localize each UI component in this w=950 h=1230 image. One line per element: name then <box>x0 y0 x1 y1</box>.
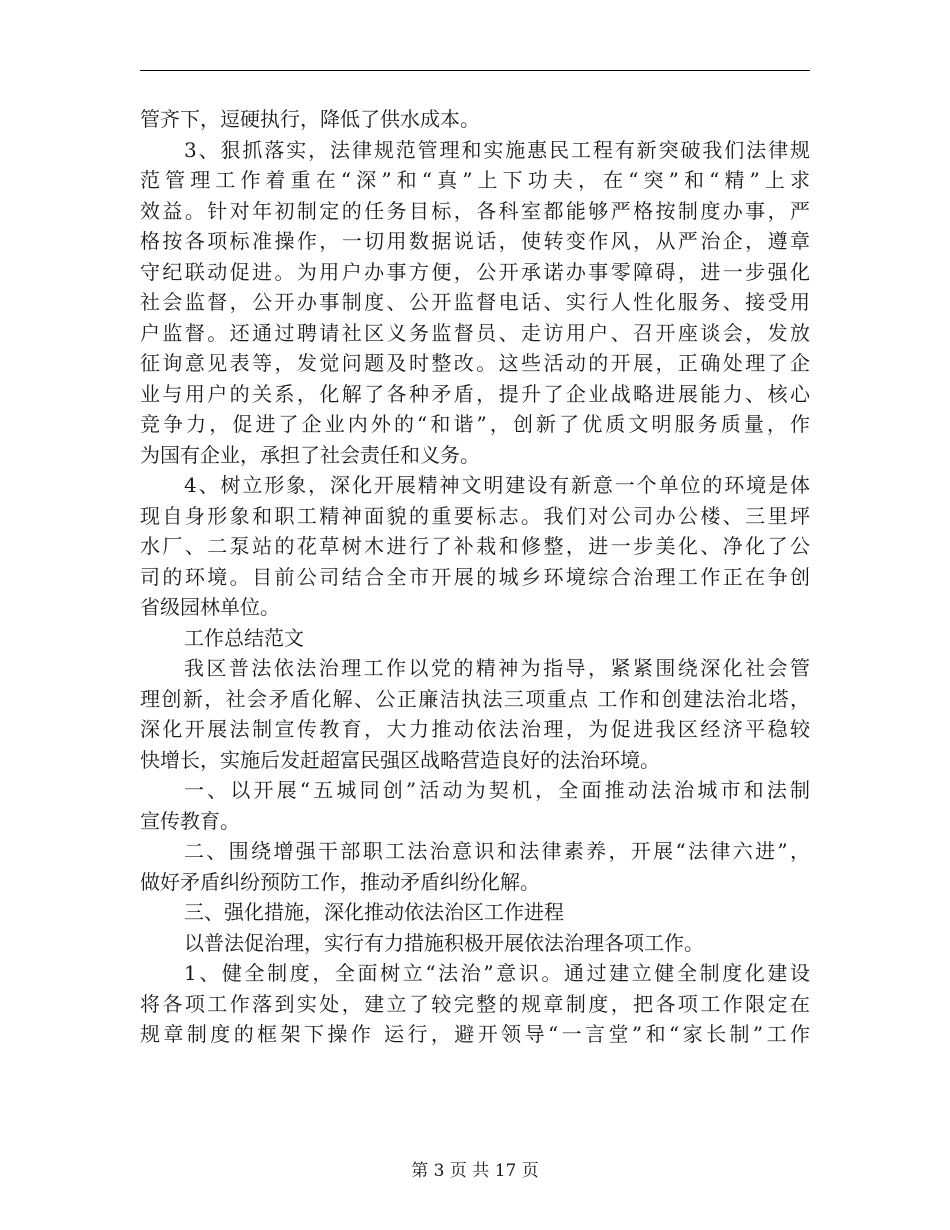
paragraph-line: 快增长，实施后发赶超富民强区战略营造良好的法治环境。 <box>140 747 660 772</box>
paragraph-line: 业与用户的关系，化解了各种矛盾，提升了企业战略进展能力、核心 <box>140 381 810 406</box>
paragraph-line: 格按各项标准操作，一切用数据说话，使转变作风，从严治企，遵章 <box>140 229 810 253</box>
paragraph-line: 3、狠抓落实，法律规范管理和实施惠民工程有新突破我们法律规 <box>184 137 810 162</box>
paragraph-line: 宣传教育。 <box>140 808 240 833</box>
paragraph-line: 为国有企业，承担了社会责任和义务。 <box>140 442 480 467</box>
paragraph-line: 范管理工作着重在“深”和“真”上下功夫，在“突”和“精”上求 <box>140 168 810 192</box>
paragraph-line: 做好矛盾纠纷预防工作，推动矛盾纠纷化解。 <box>140 869 540 894</box>
paragraph-line: 守纪联动促进。为用户办事方便，公开承诺办事零障碍，进一步强化 <box>140 259 810 284</box>
paragraph-line: 征询意见表等，发觉问题及时整改。这些活动的开展，正确处理了企 <box>140 351 810 375</box>
paragraph-line: 现自身形象和职工精神面貌的重要标志。我们对公司办公楼、三里坪 <box>140 503 810 528</box>
paragraph-line: 一、以开展“五城同创”活动为契机，全面推动法治城市和法制 <box>184 778 810 802</box>
document-body <box>140 104 810 1050</box>
paragraph-line: 以普法促治理，实行有力措施积极开展依法治理各项工作。 <box>184 930 704 955</box>
paragraph-line: 社会监督，公开办事制度、公开监督电话、实行人性化服务、接受用 <box>140 290 810 314</box>
paragraph-line: 效益。针对年初制定的任务目标，各科室都能够严格按制度办事，严 <box>140 198 810 223</box>
paragraph-line: 1、健全制度，全面树立“法治”意识。通过建立健全制度化建设 <box>184 961 810 985</box>
paragraph-line: 深化开展法制宣传教育，大力推动依法治理，为促进我区经济平稳较 <box>140 717 810 741</box>
paragraph-line: 户监督。还通过聘请社区义务监督员、走访用户、召开座谈会，发放 <box>140 320 810 345</box>
paragraph-line: 规章制度的框架下操作 运行，避开领导“一言堂”和“家长制”工作 <box>140 1022 810 1046</box>
paragraph-line: 司的环境。目前公司结合全市开展的城乡环境综合治理工作正在争创 <box>140 564 810 589</box>
paragraph-line: 竞争力，促进了企业内外的“和谐”，创新了优质文明服务质量，作 <box>140 412 810 436</box>
paragraph-line: 二、围绕增强干部职工法治意识和法律素养，开展“法律六进”， <box>184 839 810 863</box>
page-number-footer: 第 3 页 共 17 页 <box>411 1161 539 1181</box>
paragraph-line: 三、强化措施，深化推动依法治区工作进程 <box>184 900 564 924</box>
paragraph-line: 水厂、二泵站的花草树木进行了补栽和修整，进一步美化、净化了公 <box>140 534 810 558</box>
paragraph-line: 理创新，社会矛盾化解、公正廉洁执法三项重点 工作和创建法治北塔， <box>140 686 810 711</box>
paragraph-line: 省级园林单位。 <box>140 595 280 619</box>
paragraph-line: 将各项工作落到实处，建立了较完整的规章制度，把各项工作限定在 <box>140 991 810 1016</box>
paragraph-line: 我区普法依法治理工作以党的精神为指导，紧紧围绕深化社会管 <box>184 656 810 680</box>
header-rule <box>140 70 810 71</box>
paragraph-line: 4、树立形象，深化开展精神文明建设有新意一个单位的环境是体 <box>184 473 810 497</box>
paragraph-line: 工作总结范文 <box>184 625 304 650</box>
paragraph-line: 管齐下，逗硬执行，降低了供水成本。 <box>140 107 480 131</box>
